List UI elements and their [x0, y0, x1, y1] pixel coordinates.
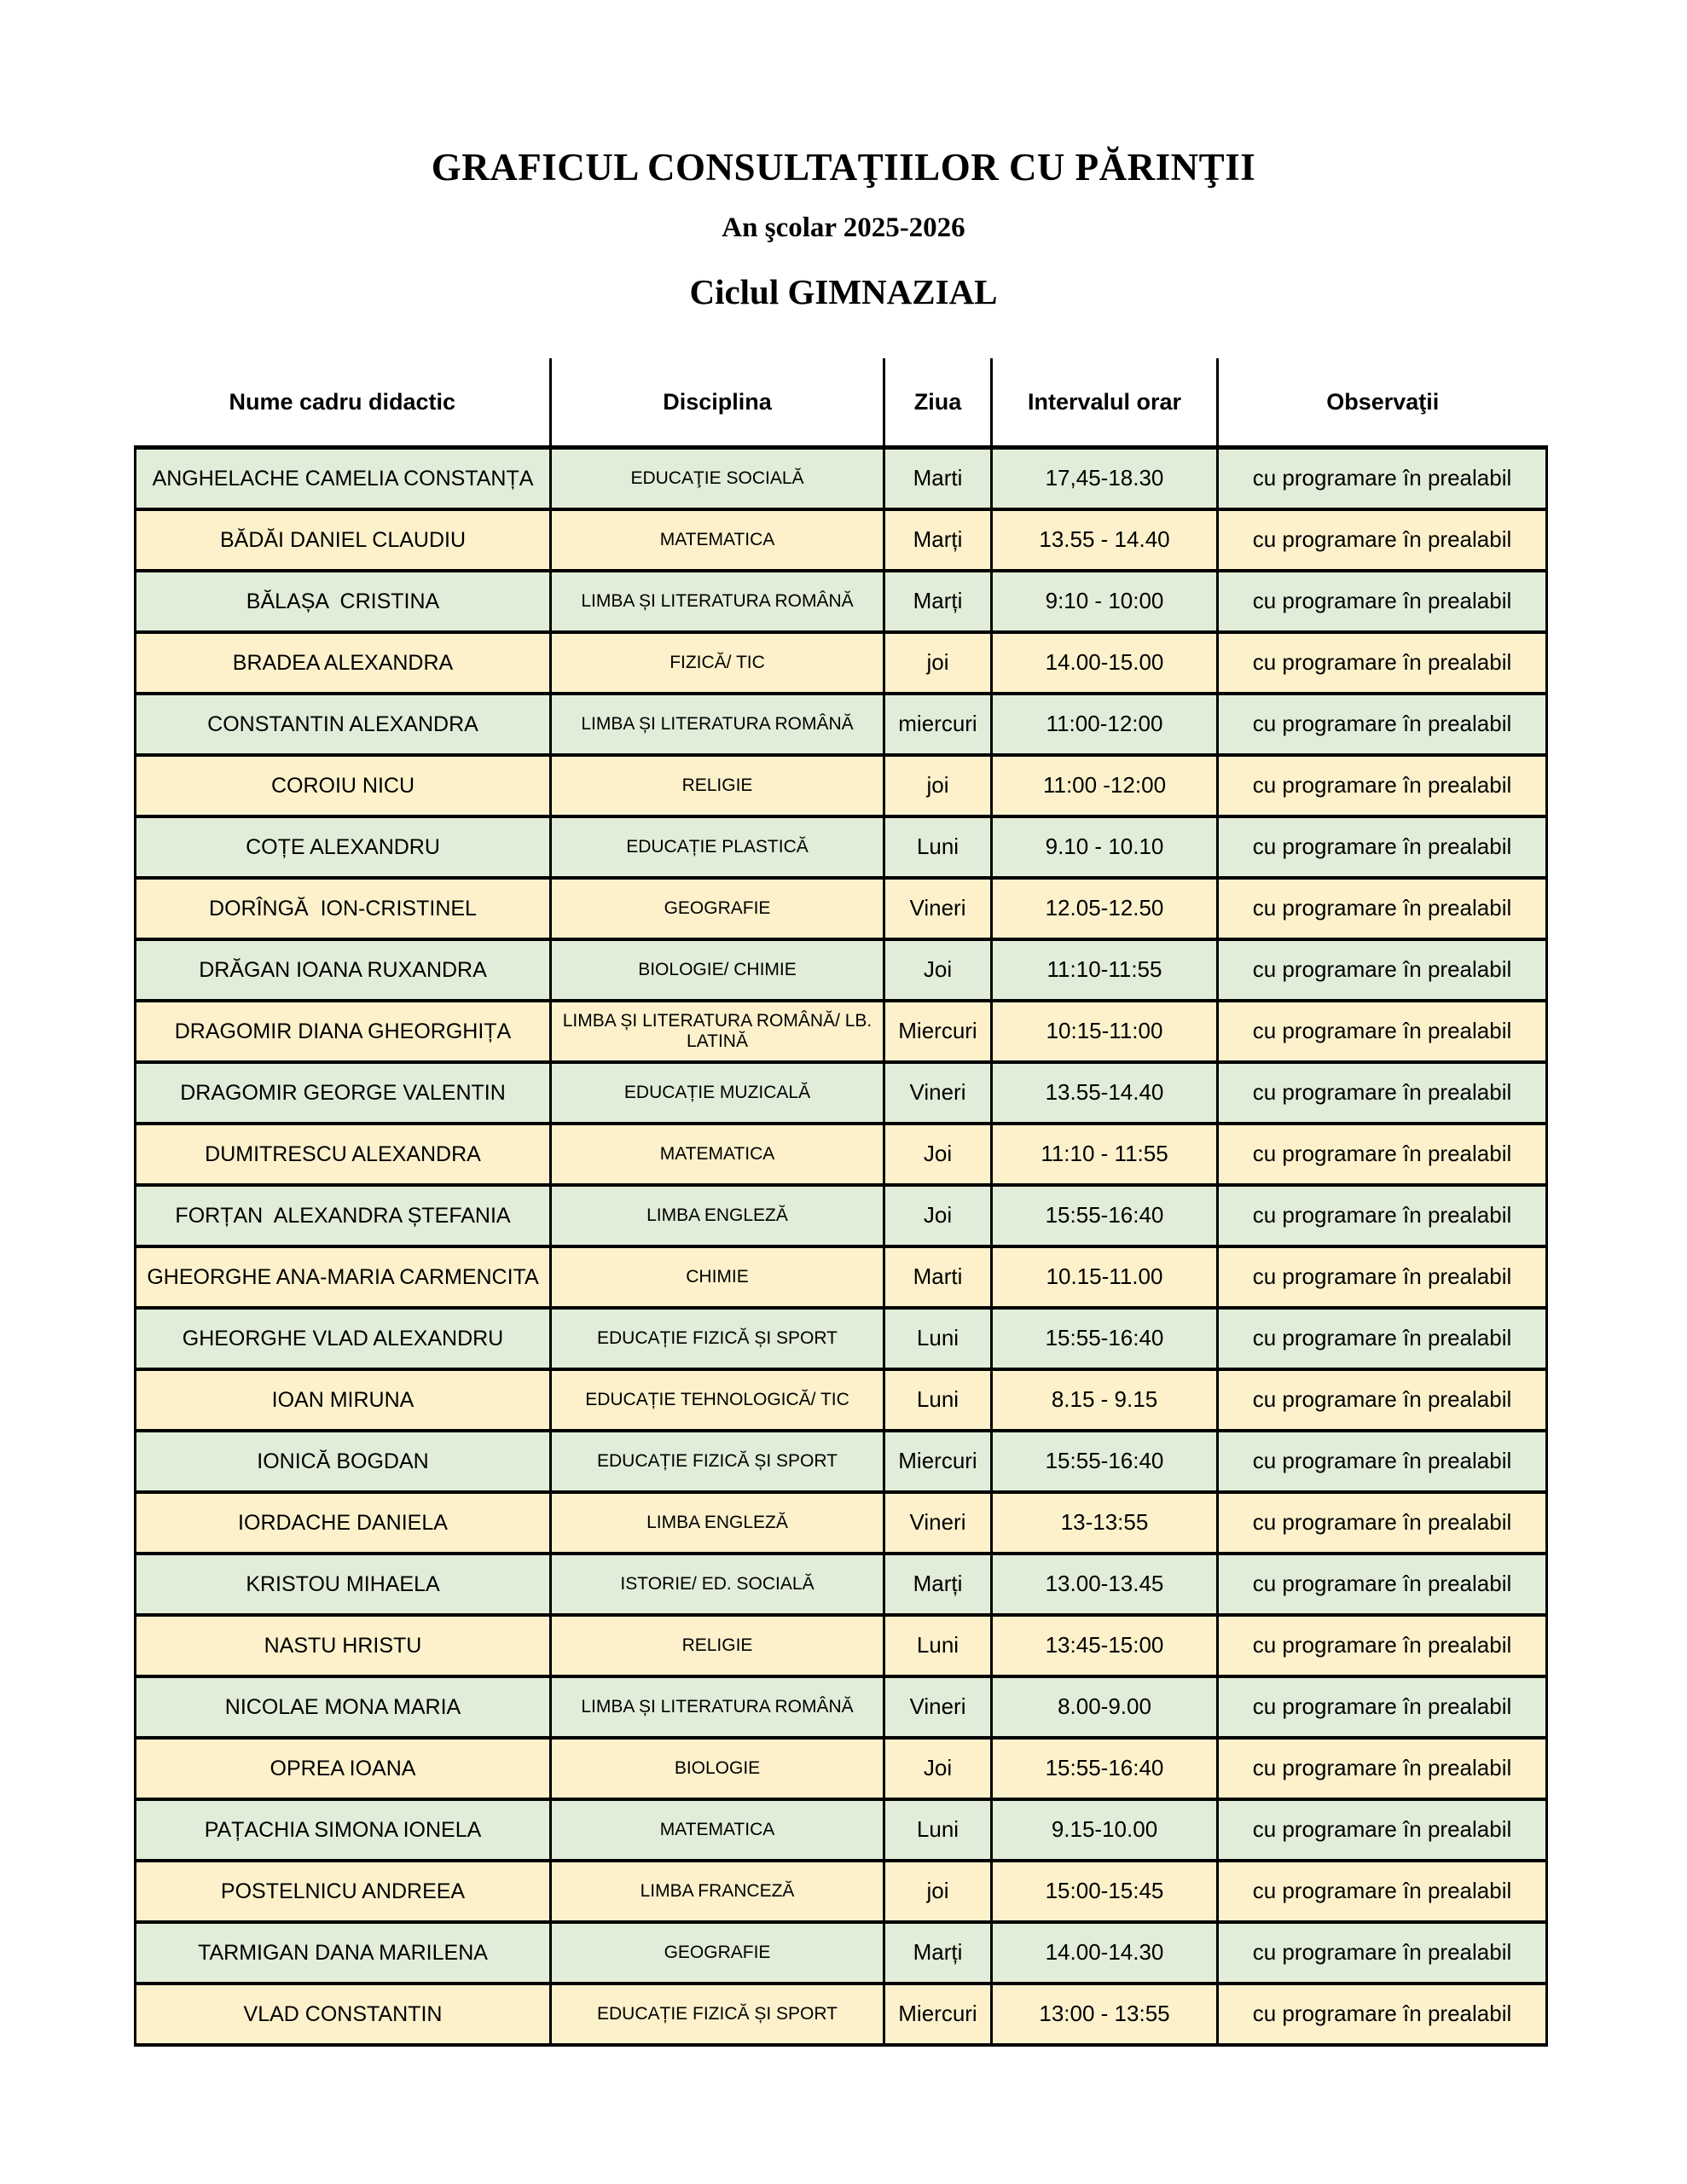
day-cell: Luni: [884, 1615, 992, 1676]
day-cell: Miercuri: [884, 1984, 992, 2045]
subject-cell: EDUCAȚIE FIZICĂ ȘI SPORT: [551, 1308, 884, 1369]
subject-cell: LIMBA ENGLEZĂ: [551, 1185, 884, 1246]
page-title: GRAFICUL CONSULTAŢIILOR CU PĂRINŢII: [431, 146, 1256, 189]
subject-cell: FIZICĂ/ TIC: [551, 632, 884, 694]
table-row: [136, 448, 1547, 510]
observations-cell: cu programare în prealabil: [1218, 1676, 1547, 1738]
interval-cell: 13.55-14.40: [992, 1062, 1218, 1124]
subject-cell: BIOLOGIE: [551, 1738, 884, 1799]
day-cell: Vineri: [884, 878, 992, 939]
teacher-name-cell: IONICĂ BOGDAN: [136, 1431, 551, 1492]
observations-cell: cu programare în prealabil: [1218, 448, 1547, 510]
day-cell: Marți: [884, 571, 992, 632]
teacher-name-cell: COROIU NICU: [136, 755, 551, 816]
observations-cell: cu programare în prealabil: [1218, 694, 1547, 755]
interval-cell: 13:45-15:00: [992, 1615, 1218, 1676]
table-row: [136, 816, 1547, 878]
observations-cell: cu programare în prealabil: [1218, 1369, 1547, 1431]
subject-cell: EDUCAŢIE SOCIALĂ: [551, 448, 884, 510]
teacher-name-cell: NICOLAE MONA MARIA: [136, 1676, 551, 1738]
subject-cell: LIMBA ȘI LITERATURA ROMÂNĂ/ LB. LATINĂ: [551, 1001, 884, 1062]
teacher-name-cell: IORDACHE DANIELA: [136, 1492, 551, 1554]
observations-cell: cu programare în prealabil: [1218, 1799, 1547, 1861]
day-cell: Vineri: [884, 1492, 992, 1554]
interval-cell: 15:55-16:40: [992, 1431, 1218, 1492]
table-row: [136, 571, 1547, 632]
teacher-name-cell: IOAN MIRUNA: [136, 1369, 551, 1431]
subject-cell: EDUCAȚIE TEHNOLOGICĂ/ TIC: [551, 1369, 884, 1431]
day-cell: Marți: [884, 1554, 992, 1615]
interval-cell: 14.00-14.30: [992, 1922, 1218, 1984]
observations-cell: cu programare în prealabil: [1218, 939, 1547, 1001]
subject-cell: CHIMIE: [551, 1246, 884, 1308]
title-block: [0, 0, 1687, 312]
interval-cell: 9:10 - 10:00: [992, 571, 1218, 632]
observations-cell: cu programare în prealabil: [1218, 1062, 1547, 1124]
observations-cell: cu programare în prealabil: [1218, 509, 1547, 571]
day-cell: Joi: [884, 1185, 992, 1246]
observations-cell: cu programare în prealabil: [1218, 1615, 1547, 1676]
day-cell: Marti: [884, 448, 992, 510]
observations-cell: cu programare în prealabil: [1218, 1984, 1547, 2045]
table-row: [136, 1062, 1547, 1124]
interval-cell: 13:00 - 13:55: [992, 1984, 1218, 2045]
observations-cell: cu programare în prealabil: [1218, 816, 1547, 878]
subject-cell: EDUCAȚIE MUZICALĂ: [551, 1062, 884, 1124]
interval-cell: 10.15-11.00: [992, 1246, 1218, 1308]
table-row: [136, 1246, 1547, 1308]
teacher-name-cell: DRAGOMIR GEORGE VALENTIN: [136, 1062, 551, 1124]
day-cell: joi: [884, 632, 992, 694]
subject-cell: BIOLOGIE/ CHIMIE: [551, 939, 884, 1001]
day-cell: Vineri: [884, 1676, 992, 1738]
teacher-name-cell: GHEORGHE ANA-MARIA CARMENCITA: [136, 1246, 551, 1308]
table-row: [136, 1554, 1547, 1615]
day-cell: Miercuri: [884, 1001, 992, 1062]
teacher-name-cell: DORÎNGĂ ION-CRISTINEL: [136, 878, 551, 939]
cycle-title: Ciclul GIMNAZIAL: [689, 272, 998, 311]
teacher-name-cell: ANGHELACHE CAMELIA CONSTANȚA: [136, 448, 551, 510]
subject-cell: EDUCAȚIE FIZICĂ ȘI SPORT: [551, 1431, 884, 1492]
day-cell: Luni: [884, 1308, 992, 1369]
interval-cell: 11:00-12:00: [992, 694, 1218, 755]
subject-cell: EDUCAȚIE FIZICĂ ȘI SPORT: [551, 1984, 884, 2045]
teacher-name-cell: CONSTANTIN ALEXANDRA: [136, 694, 551, 755]
column-header-observations: Observaţii: [1218, 358, 1547, 448]
table-row: [136, 1001, 1547, 1062]
interval-cell: 11:10-11:55: [992, 939, 1218, 1001]
table-row: [136, 1615, 1547, 1676]
table-row: [136, 1185, 1547, 1246]
day-cell: Luni: [884, 1799, 992, 1861]
subject-cell: LIMBA ȘI LITERATURA ROMÂNĂ: [551, 571, 884, 632]
observations-cell: cu programare în prealabil: [1218, 1308, 1547, 1369]
teacher-name-cell: GHEORGHE VLAD ALEXANDRU: [136, 1308, 551, 1369]
interval-cell: 15:55-16:40: [992, 1185, 1218, 1246]
interval-cell: 13.55 - 14.40: [992, 509, 1218, 571]
day-cell: Marți: [884, 1922, 992, 1984]
table-row: [136, 1799, 1547, 1861]
teacher-name-cell: OPREA IOANA: [136, 1738, 551, 1799]
observations-cell: cu programare în prealabil: [1218, 571, 1547, 632]
day-cell: Luni: [884, 1369, 992, 1431]
interval-cell: 9.15-10.00: [992, 1799, 1218, 1861]
day-cell: Vineri: [884, 1062, 992, 1124]
column-header-interval: Intervalul orar: [992, 358, 1218, 448]
teacher-name-cell: COȚE ALEXANDRU: [136, 816, 551, 878]
teacher-name-cell: TARMIGAN DANA MARILENA: [136, 1922, 551, 1984]
school-year-subtitle: An şcolar 2025-2026: [722, 212, 965, 243]
subject-cell: MATEMATICA: [551, 1124, 884, 1185]
teacher-name-cell: VLAD CONSTANTIN: [136, 1984, 551, 2045]
table-row: [136, 1861, 1547, 1922]
interval-cell: 14.00-15.00: [992, 632, 1218, 694]
teacher-name-cell: KRISTOU MIHAELA: [136, 1554, 551, 1615]
observations-cell: cu programare în prealabil: [1218, 1124, 1547, 1185]
table-row: [136, 878, 1547, 939]
interval-cell: 8.00-9.00: [992, 1676, 1218, 1738]
teacher-name-cell: DRĂGAN IOANA RUXANDRA: [136, 939, 551, 1001]
observations-cell: cu programare în prealabil: [1218, 1001, 1547, 1062]
interval-cell: 13.00-13.45: [992, 1554, 1218, 1615]
observations-cell: cu programare în prealabil: [1218, 1554, 1547, 1615]
day-cell: joi: [884, 1861, 992, 1922]
interval-cell: 10:15-11:00: [992, 1001, 1218, 1062]
subject-cell: ISTORIE/ ED. SOCIALĂ: [551, 1554, 884, 1615]
table-row: [136, 1369, 1547, 1431]
table-row: [136, 1431, 1547, 1492]
teacher-name-cell: BĂDĂI DANIEL CLAUDIU: [136, 509, 551, 571]
table-header: [136, 358, 1547, 448]
subject-cell: LIMBA ȘI LITERATURA ROMÂNĂ: [551, 694, 884, 755]
observations-cell: cu programare în prealabil: [1218, 632, 1547, 694]
day-cell: Luni: [884, 816, 992, 878]
subject-cell: RELIGIE: [551, 755, 884, 816]
table-row: [136, 632, 1547, 694]
table-row: [136, 1492, 1547, 1554]
column-header-subject: Disciplina: [551, 358, 884, 448]
observations-cell: cu programare în prealabil: [1218, 1185, 1547, 1246]
interval-cell: 8.15 - 9.15: [992, 1369, 1218, 1431]
subject-cell: LIMBA ENGLEZĂ: [551, 1492, 884, 1554]
day-cell: miercuri: [884, 694, 992, 755]
teacher-name-cell: BĂLAȘA CRISTINA: [136, 571, 551, 632]
teacher-name-cell: NASTU HRISTU: [136, 1615, 551, 1676]
header-row: [136, 358, 1547, 448]
observations-cell: cu programare în prealabil: [1218, 1246, 1547, 1308]
subject-cell: RELIGIE: [551, 1615, 884, 1676]
interval-cell: 15:55-16:40: [992, 1738, 1218, 1799]
table-row: [136, 509, 1547, 571]
subject-cell: LIMBA FRANCEZĂ: [551, 1861, 884, 1922]
interval-cell: 15:55-16:40: [992, 1308, 1218, 1369]
table-row: [136, 1124, 1547, 1185]
table-row: [136, 1308, 1547, 1369]
table-body: [136, 448, 1547, 2046]
table-row: [136, 755, 1547, 816]
table-row: [136, 1676, 1547, 1738]
day-cell: Joi: [884, 1738, 992, 1799]
table-row: [136, 694, 1547, 755]
teacher-name-cell: PAȚACHIA SIMONA IONELA: [136, 1799, 551, 1861]
table-row: [136, 1738, 1547, 1799]
interval-cell: 13-13:55: [992, 1492, 1218, 1554]
subject-cell: LIMBA ȘI LITERATURA ROMÂNĂ: [551, 1676, 884, 1738]
interval-cell: 11:10 - 11:55: [992, 1124, 1218, 1185]
table-row: [136, 939, 1547, 1001]
day-cell: Joi: [884, 1124, 992, 1185]
day-cell: Miercuri: [884, 1431, 992, 1492]
subject-cell: GEOGRAFIE: [551, 1922, 884, 1984]
day-cell: Marți: [884, 509, 992, 571]
column-header-day: Ziua: [884, 358, 992, 448]
teacher-name-cell: FORȚAN ALEXANDRA ȘTEFANIA: [136, 1185, 551, 1246]
subject-cell: GEOGRAFIE: [551, 878, 884, 939]
observations-cell: cu programare în prealabil: [1218, 1431, 1547, 1492]
day-cell: joi: [884, 755, 992, 816]
interval-cell: 11:00 -12:00: [992, 755, 1218, 816]
day-cell: Marti: [884, 1246, 992, 1308]
interval-cell: 17,45-18.30: [992, 448, 1218, 510]
teacher-name-cell: BRADEA ALEXANDRA: [136, 632, 551, 694]
observations-cell: cu programare în prealabil: [1218, 1861, 1547, 1922]
subject-cell: MATEMATICA: [551, 509, 884, 571]
observations-cell: cu programare în prealabil: [1218, 755, 1547, 816]
interval-cell: 9.10 - 10.10: [992, 816, 1218, 878]
subject-cell: MATEMATICA: [551, 1799, 884, 1861]
interval-cell: 12.05-12.50: [992, 878, 1218, 939]
teacher-name-cell: DUMITRESCU ALEXANDRA: [136, 1124, 551, 1185]
day-cell: Joi: [884, 939, 992, 1001]
subject-cell: EDUCAȚIE PLASTICĂ: [551, 816, 884, 878]
column-header-name: Nume cadru didactic: [136, 358, 551, 448]
table-row: [136, 1984, 1547, 2045]
consultation-schedule-table: [134, 358, 1548, 2047]
table-row: [136, 1922, 1547, 1984]
observations-cell: cu programare în prealabil: [1218, 1492, 1547, 1554]
teacher-name-cell: DRAGOMIR DIANA GHEORGHIȚA: [136, 1001, 551, 1062]
observations-cell: cu programare în prealabil: [1218, 1738, 1547, 1799]
interval-cell: 15:00-15:45: [992, 1861, 1218, 1922]
teacher-name-cell: POSTELNICU ANDREEA: [136, 1861, 551, 1922]
observations-cell: cu programare în prealabil: [1218, 878, 1547, 939]
observations-cell: cu programare în prealabil: [1218, 1922, 1547, 1984]
